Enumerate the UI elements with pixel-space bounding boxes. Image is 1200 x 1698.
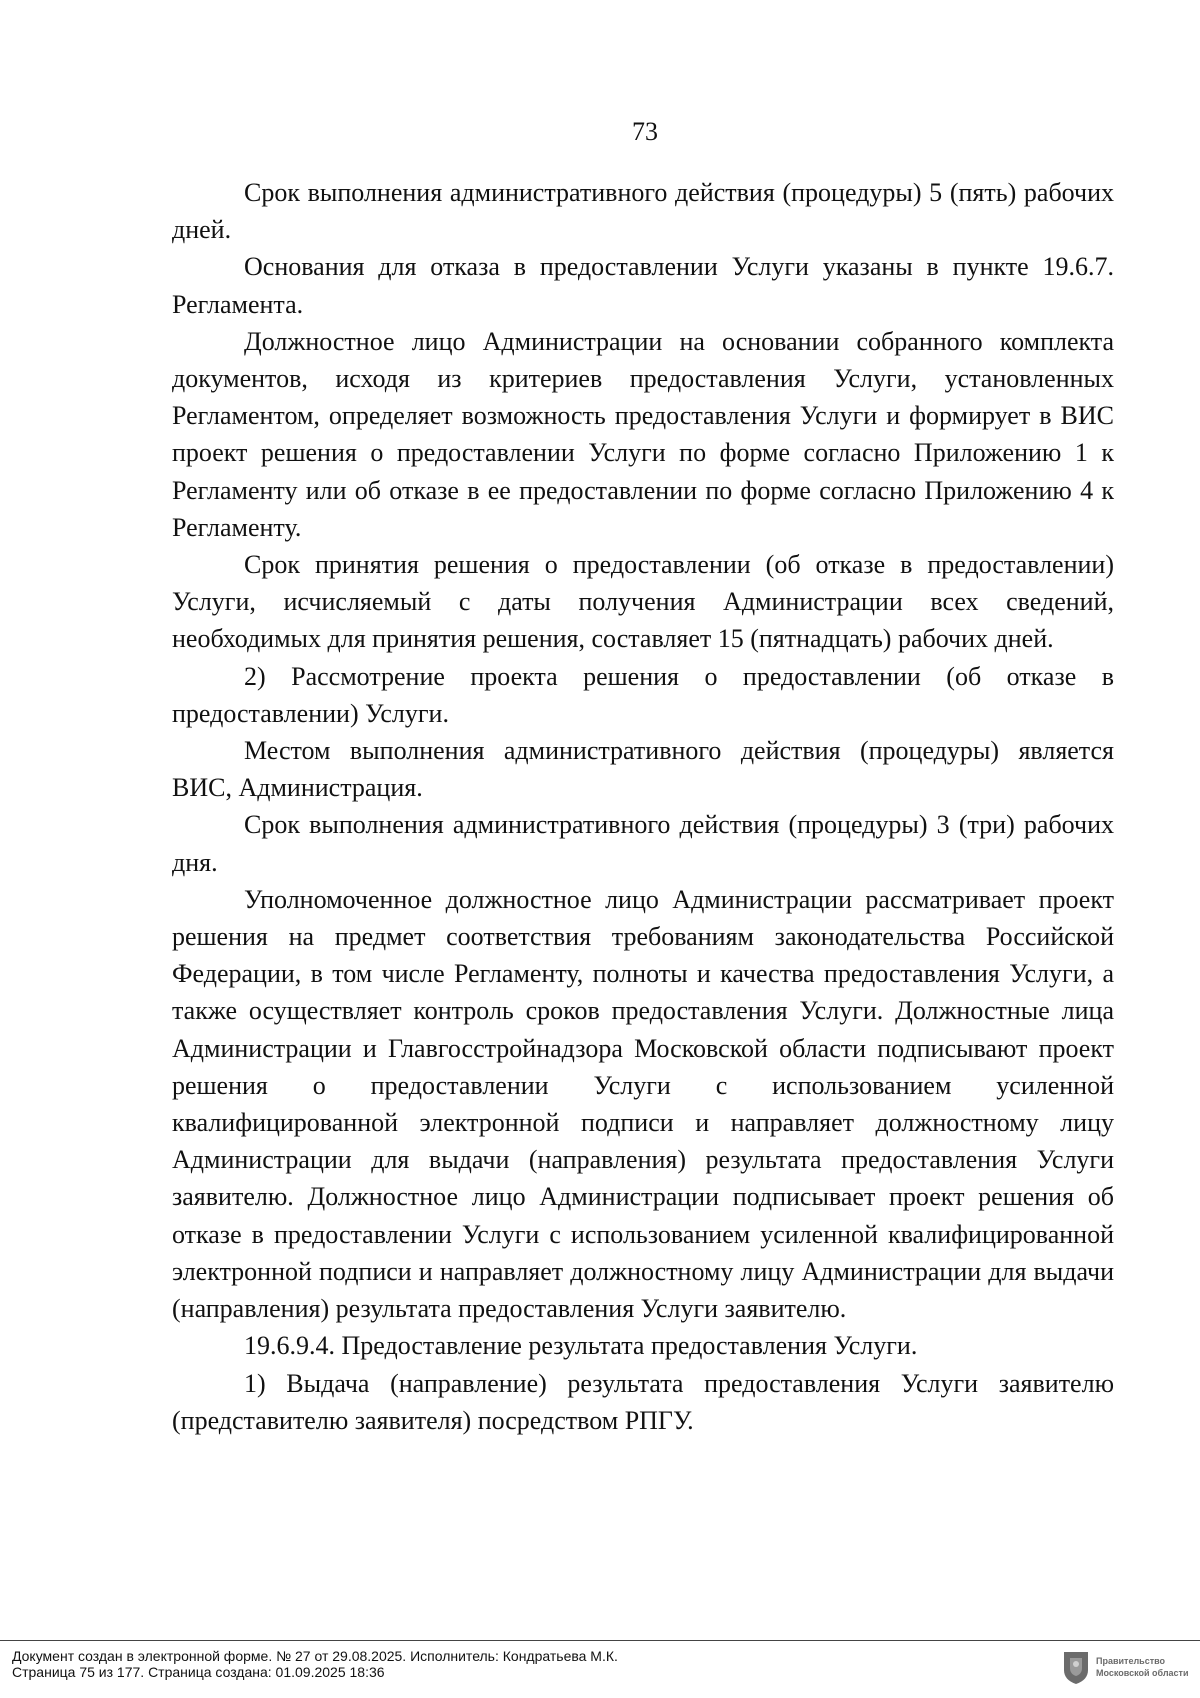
footer-line-2: Страница 75 из 177. Страница создана: 01.09.2025 18:36	[12, 1664, 385, 1680]
paragraph: Срок выполнения административного действия (процедуры) 5 (пять) рабочих дней.	[172, 178, 1114, 245]
government-logo	[1060, 1644, 1196, 1688]
paragraph: Основания для отказа в предоставлении Услуги указаны в пункте 19.6.7. Регламента.	[172, 252, 1114, 319]
logo-text-line-1: Правительство	[1096, 1656, 1166, 1666]
paragraph: Местом выполнения административного действия (процедуры) является ВИС, Администрация.	[172, 736, 1114, 803]
paragraph: Должностное лицо Администрации на основании собранного комплекта документов, исходя из критериев предоставления Услуги, установленных Регламентом, определяет возможность предоставления Услуги и формирует в ВИС проект решения о предоставлении Услуги по форме согласно Приложению 1 к Регламенту или об отказе в ее предоставлении по форме согласно Приложению 4 к Регламенту.	[172, 326, 1114, 542]
document-footer	[12, 1648, 618, 1680]
document-body	[172, 174, 1114, 1439]
paragraph: Уполномоченное должностное лицо Администрации рассматривает проект решения на предмет соответствия требованиям законодательства Российской Федерации, в том числе Регламенту, полноты и качества предоставления Услуги, а также осуществляет контроль сроков предоставления Услуги. Должностные лица Администрации и Главгосстройнадзора Московской области подписывают проект решения о предоставлении Услуги с использованием усиленной квалифицированной электронной подписи и направляет должностному лицу Администрации для выдачи (направления) результата предоставления Услуги заявителю. Должностное лицо Администрации подписывает проект решения об отказе в предоставлении Услуги с использованием усиленной квалифицированной электронной подписи и направляет должностному лицу Администрации для выдачи (направления) результата предоставления Услуги заявителю.	[172, 884, 1114, 1324]
paragraph: Срок выполнения административного действия (процедуры) 3 (три) рабочих дня.	[172, 810, 1114, 877]
footer-divider	[0, 1640, 1200, 1641]
coat-of-arms-icon	[1064, 1652, 1088, 1684]
paragraph: 1) Выдача (направление) результата предоставления Услуги заявителю (представителю заявителя) посредством РПГУ.	[172, 1368, 1114, 1435]
page-number: 73	[632, 117, 658, 146]
footer-line-1: Документ создан в электронной форме. № 27 от 29.08.2025. Исполнитель: Кондратьева М.К.	[12, 1648, 618, 1664]
paragraph: 19.6.9.4. Предоставление результата предоставления Услуги.	[244, 1331, 918, 1361]
paragraph: 2) Рассмотрение проекта решения о предоставлении (об отказе в предоставлении) Услуги.	[172, 661, 1114, 728]
logo-text-line-2: Московской области	[1096, 1668, 1189, 1678]
paragraph: Срок принятия решения о предоставлении (об отказе в предоставлении) Услуги, исчисляемый с даты получения Администрации всех сведений, необходимых для принятия решения, составляет 15 (пятнадцать) рабочих дней.	[172, 550, 1114, 654]
